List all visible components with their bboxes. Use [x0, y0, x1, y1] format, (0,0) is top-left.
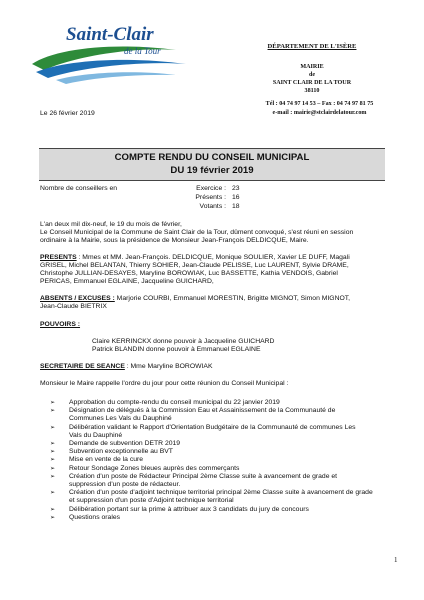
title-line-2: DU 19 février 2019	[170, 164, 254, 176]
count-row-label: Votants :	[199, 203, 226, 210]
agenda-item	[50, 424, 390, 440]
agenda-item-line: Délibération portant sur la prime à attribuer aux 3 candidats du jury de concours	[69, 505, 309, 513]
arrow-bullet-icon: ➢	[50, 506, 56, 513]
agenda-item-line: Vals du Dauphiné	[69, 431, 123, 439]
arrow-bullet-icon: ➢	[50, 473, 56, 480]
contact-info	[232, 100, 407, 117]
agenda-item	[50, 489, 390, 505]
logo-name: Saint-Clair	[66, 24, 154, 45]
agenda-list	[50, 399, 390, 522]
agenda-item-line: Création d'un poste de Rédacteur Principal 2ème Classe suite à avancement de grade et	[69, 472, 338, 480]
agenda-item	[50, 473, 390, 489]
commune-logo	[26, 20, 206, 90]
agenda-item-line: suppression d'un poste de rédacteur.	[69, 481, 181, 489]
agenda-item	[50, 514, 390, 522]
absents-label: ABSENTS / EXCUSES :	[40, 295, 115, 302]
arrow-bullet-icon: ➢	[50, 465, 56, 472]
agenda-item-line: Subvention exceptionnelle au BVT	[69, 448, 173, 456]
arrow-bullet-icon: ➢	[50, 449, 56, 456]
intro-line: ordinaire à la Mairie, sous la présidence de Monsieur Jean-François DELDICQUE, Maire.	[40, 237, 309, 244]
agenda-item-line: Retour Sondage Zones bleues auprès des commerçants	[69, 464, 240, 472]
agenda-item	[50, 399, 390, 407]
phone-fax: Tél : 04 74 97 14 53 – Fax : 04 74 97 81 75	[265, 101, 374, 107]
count-row-label: Exercice :	[196, 185, 226, 192]
agenda-intro: Monsieur le Maire rappelle l'ordre du jour pour cette réunion du Conseil Municipal :	[40, 380, 289, 387]
presents-text: : Mmes et MM. Jean-François. DELDICQUE, Monique SOULIER, Xavier LE DUFF, Magali	[76, 254, 350, 261]
email: e-mail : mairie@stclairdelatour.com	[272, 109, 367, 116]
agenda-item	[50, 456, 390, 464]
document-title	[39, 148, 385, 181]
agenda-item-line: Désignation de délégués à la Commission Eau et Assainissement de la Communauté de	[69, 407, 336, 415]
logo-subtitle: de la Tour	[124, 46, 161, 56]
arrow-bullet-icon: ➢	[50, 514, 56, 521]
secretaire-value: : Mme Maryline BOROWIAK	[124, 363, 213, 370]
arrow-bullet-icon: ➢	[50, 408, 56, 415]
pouvoir-item: Patrick BLANDIN donne pouvoir à Emmanuel EGLAINE	[92, 346, 261, 353]
arrow-bullet-icon: ➢	[50, 457, 56, 464]
mairie-address	[232, 63, 392, 95]
intro-line: L'an deux mil dix-neuf, le 19 du mois de février,	[40, 221, 182, 228]
arrow-bullet-icon: ➢	[50, 441, 56, 448]
document-date: Le 26 février 2019	[40, 110, 95, 117]
presents-line: GRISEL, Michel BELANTAN, Thierry SOHIER, Jean-Claude PELISSE, Luc LAURENT, Sylvie DRAME,	[40, 262, 349, 269]
arrow-bullet-icon: ➢	[50, 400, 56, 406]
address-line: MAIRIE	[300, 64, 324, 70]
count-row-value: 18	[232, 203, 240, 210]
agenda-item-line: Questions orales	[69, 513, 121, 521]
pouvoirs-label: POUVOIRS :	[40, 321, 81, 328]
pouvoir-item: Claire KERRINCKX donne pouvoir à Jacqueline GUICHARD	[92, 338, 275, 345]
address-line: de	[308, 72, 316, 78]
presents-line: PERICAS, Emmanuel EGLAINE, Jacqueline GUICHARD,	[40, 278, 214, 285]
department-heading: DÉPARTEMENT DE L'ISÈRE	[267, 43, 357, 50]
agenda-item-line: Mise en vente de la cure	[69, 456, 144, 464]
agenda-item	[50, 465, 390, 473]
absents-text: Marjorie COURBI, Emmanuel MORESTIN, Brigitte MIGNOT, Simon MIGNOT,	[114, 295, 351, 302]
arrow-bullet-icon: ➢	[50, 424, 56, 431]
agenda-item-line: Création d'un poste d'adjoint technique territorial principal 2ème Classe suite à avancement de grade	[69, 489, 373, 497]
secretaire-label: SECRETAIRE DE SEANCE	[40, 363, 125, 370]
agenda-item-line: Communes Les Vals du Dauphiné	[69, 415, 172, 423]
agenda-item	[50, 407, 390, 423]
page-number: 1	[394, 556, 398, 564]
address-line: 38110	[304, 88, 320, 94]
presents-label: PRESENTS	[40, 254, 77, 261]
address-line: SAINT CLAIR DE LA TOUR	[272, 80, 352, 86]
agenda-item-line: et suppression d'un poste d'Adjoint technique territorial	[69, 497, 234, 505]
arrow-bullet-icon: ➢	[50, 490, 56, 497]
count-row-label: Présents :	[195, 194, 226, 201]
secretaire-line	[40, 363, 212, 371]
count-row-value: 16	[232, 194, 240, 201]
title-line-1: COMPTE RENDU DU CONSEIL MUNICIPAL	[114, 152, 310, 163]
agenda-item	[50, 440, 390, 448]
agenda-item	[50, 506, 390, 514]
intro-line: Le Conseil Municipal de la Commune de Saint Clair de la Tour, dûment convoqué, s'est réuni en session	[40, 229, 354, 236]
count-row-value: 23	[232, 185, 240, 192]
presents-line: Christophe JULLIAN-DESAYES, Maryline BOROWIAK, Luc BASSETTE, Kathia VENDOIS, Gabriel	[40, 270, 338, 277]
agenda-item-line: Délibération validant le Rapport d'Orientation Budgétaire de la Communauté de communes Les	[69, 423, 356, 431]
agenda-item	[50, 448, 390, 456]
absents-line: Jean-Claude BIETRIX	[40, 303, 107, 310]
agenda-item-line: Demande de subvention DETR 2019	[69, 440, 181, 448]
counts-label: Nombre de conseillers en	[40, 185, 118, 192]
agenda-item-line: Approbation du compte-rendu du conseil municipal du 22 janvier 2019	[69, 399, 280, 406]
